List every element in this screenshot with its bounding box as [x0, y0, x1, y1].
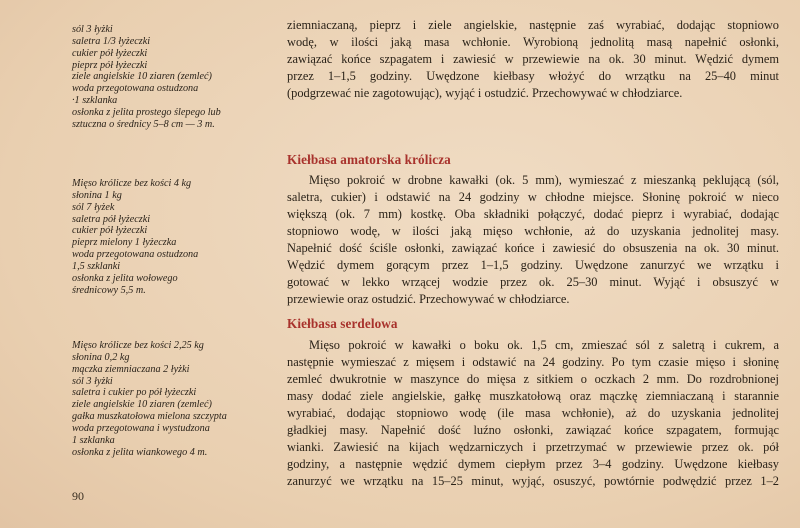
instruction-line: saletra, cukier) i odstawić na 24 godziny w chłodne miejsce. Słoninę pokroić w nieco	[287, 190, 779, 205]
ingredient-line: osłonka z jelita wiankowego 4 m.	[72, 446, 208, 458]
ingredient-list-amatorska	[72, 178, 282, 296]
ingredient-line: saletra i cukier po pół łyżeczki	[72, 387, 197, 399]
instruction-line: Wędzić dymem gorącym przez 1–1,5 godziny. Uwędzone zanurzyć we wrzątku i	[287, 258, 779, 273]
ingredient-line: gałka muszkatołowa mielona szczypta	[72, 411, 227, 423]
instruction-line: przez 1–1,5 godziny. Uwędzone kiełbasy włożyć do wrzątku na 25–40 minut	[287, 69, 779, 84]
ingredient-line: ziele angielskie 10 ziaren (zemleć)	[72, 399, 212, 411]
ingredient-line: woda przegotowana i wystudzona	[72, 422, 210, 434]
recipe-title: Kiełbasa serdelowa	[287, 316, 398, 331]
ingredient-list-serdelowa	[72, 340, 282, 458]
ingredient-line: ziele angielskie 10 ziaren (zemleć)	[72, 71, 212, 83]
instruction-line: (podgrzewać nie zagotowując), wyjąć i ostudzić. Przechowywać w chłodziarce.	[287, 86, 683, 101]
ingredient-line: saletra pół łyżeczki	[72, 213, 151, 225]
instruction-line: zemleć dwukrotnie w maszynce do mięsa z sitkiem o oczkach 2 mm. Do rozdrobnionej	[287, 372, 779, 387]
instruction-line: następnie wymieszać z mięsem i odstawić na 24 godziny. Po tym czasie mięso i słoninę	[287, 355, 779, 370]
ingredient-line: sól 7 łyżek	[72, 201, 115, 213]
ingredients-column	[0, 0, 285, 528]
instruction-line: zawiązać końce szpagatem i zawiesić w przewiewie na ok. 30 minut. Wędzić dymem	[287, 52, 779, 67]
ingredient-line: woda przegotowana ostudzona	[72, 249, 199, 261]
instruction-line: ziemniaczaną, pieprz i ziele angielskie, następnie zaś wyrabiać, dodając stopniowo	[287, 18, 779, 32]
instruction-line: Mięso pokroić w kawałki o boku ok. 1,5 cm, zmieszać sól z saletrą i cukrem, a	[309, 338, 779, 352]
instruction-line: Napełnić dość ściśle osłonki, zawiązać końce i zawiesić do obsuszenia na ok. 30 minut.	[287, 241, 779, 256]
ingredient-line: pieprz mielony 1 łyżeczka	[72, 237, 177, 249]
instruction-line: przewiewie oraz ostudzić. Przechowywać w chłodziarce.	[287, 292, 570, 307]
ingredient-line: słonina 0,2 kg	[72, 351, 130, 363]
recipe-title: Kiełbasa amatorska królicza	[287, 152, 451, 167]
ingredient-line: średnicowy 5,5 m.	[72, 284, 146, 296]
ingredient-line: osłonka z jelita prostego ślepego lub	[72, 106, 221, 118]
ingredient-line: sztuczna o średnicy 5–8 cm — 3 m.	[72, 118, 215, 130]
recipe-instructions-serdelowa	[287, 337, 779, 490]
instruction-line: masy dodać ziele angielskie, gałkę muszkatołową oraz mączkę ziemniaczaną i starannie	[287, 389, 779, 404]
instruction-line: gładkiej masy. Napełnić dość luźno osłonki, zawiązać końce szpagatem, formując	[287, 423, 779, 438]
ingredient-line: cukier pół łyżeczki	[72, 225, 148, 237]
ingredient-line: Mięso królicze bez kości 4 kg	[72, 178, 192, 189]
instruction-line: Mięso pokroić w drobne kawałki (ok. 5 mm), wymieszać z mieszanką peklującą (sól,	[309, 173, 779, 187]
instruction-line: zanurzyć we wrzątku na 15–25 minut, wyjąć, osuszyć, powtórnie podwędzić przez 1–2	[287, 474, 779, 489]
instruction-line: wianki. Zawiesić na kijach wędzarniczych i przetrzymać w przewiewie przez ok. pół	[287, 440, 779, 455]
ingredient-line: saletra 1/3 łyżeczki	[72, 35, 151, 47]
ingredient-line: pieprz pół łyżeczki	[72, 59, 148, 71]
ingredient-line: osłonka z jelita wołowego	[72, 272, 178, 284]
instruction-line: godziny, a następnie wędzić dymem ciepłym przez 3–4 godziny. Uwędzone kiełbasy	[287, 457, 779, 472]
ingredient-line: sól 3 łyżki	[72, 24, 113, 35]
ingredient-line: słonina 1 kg	[72, 189, 122, 201]
ingredient-line: mączka ziemniaczana 2 łyżki	[72, 363, 190, 375]
recipe-instructions-amatorska	[287, 172, 779, 308]
instruction-line: wyrabiać, dodając stopniowo wodę (ile masa wchłonie), aż do uzyskania jednolitej	[287, 406, 779, 421]
ingredient-line: sól 3 łyżki	[72, 375, 113, 387]
ingredient-list-continued	[72, 24, 282, 131]
page-number: 90	[72, 489, 84, 503]
instruction-line: wodę, w ilości jaką masa wchłonie. Wyrobioną jednolitą masą napełnić osłonki,	[287, 35, 779, 50]
ingredient-line: 1 szklanka	[72, 434, 115, 446]
ingredient-line: cukier pół łyżeczki	[72, 47, 148, 59]
instruction-line: gotować w lekko wrzącej wodzie przez ok. 25–30 minut. Wyjąć i obsuszyć w	[287, 275, 779, 290]
instruction-line: większą (ok. 7 mm) kostkę. Oba składniki połączyć, dodać pieprz i wyrabiać, dodając	[287, 207, 779, 222]
ingredient-line: ·1 szklanka	[72, 95, 118, 107]
ingredient-line: 1,5 szklanki	[72, 260, 121, 272]
instruction-line: stopniowo wodę, w ilości jaką mięso wchłonie, aż do uzyskania jednolitej masy.	[287, 224, 779, 239]
recipe-instructions-continued	[287, 17, 779, 102]
ingredient-line: woda przegotowana ostudzona	[72, 83, 199, 95]
instructions-column	[287, 0, 780, 528]
ingredient-line: Mięso królicze bez kości 2,25 kg	[72, 340, 204, 351]
